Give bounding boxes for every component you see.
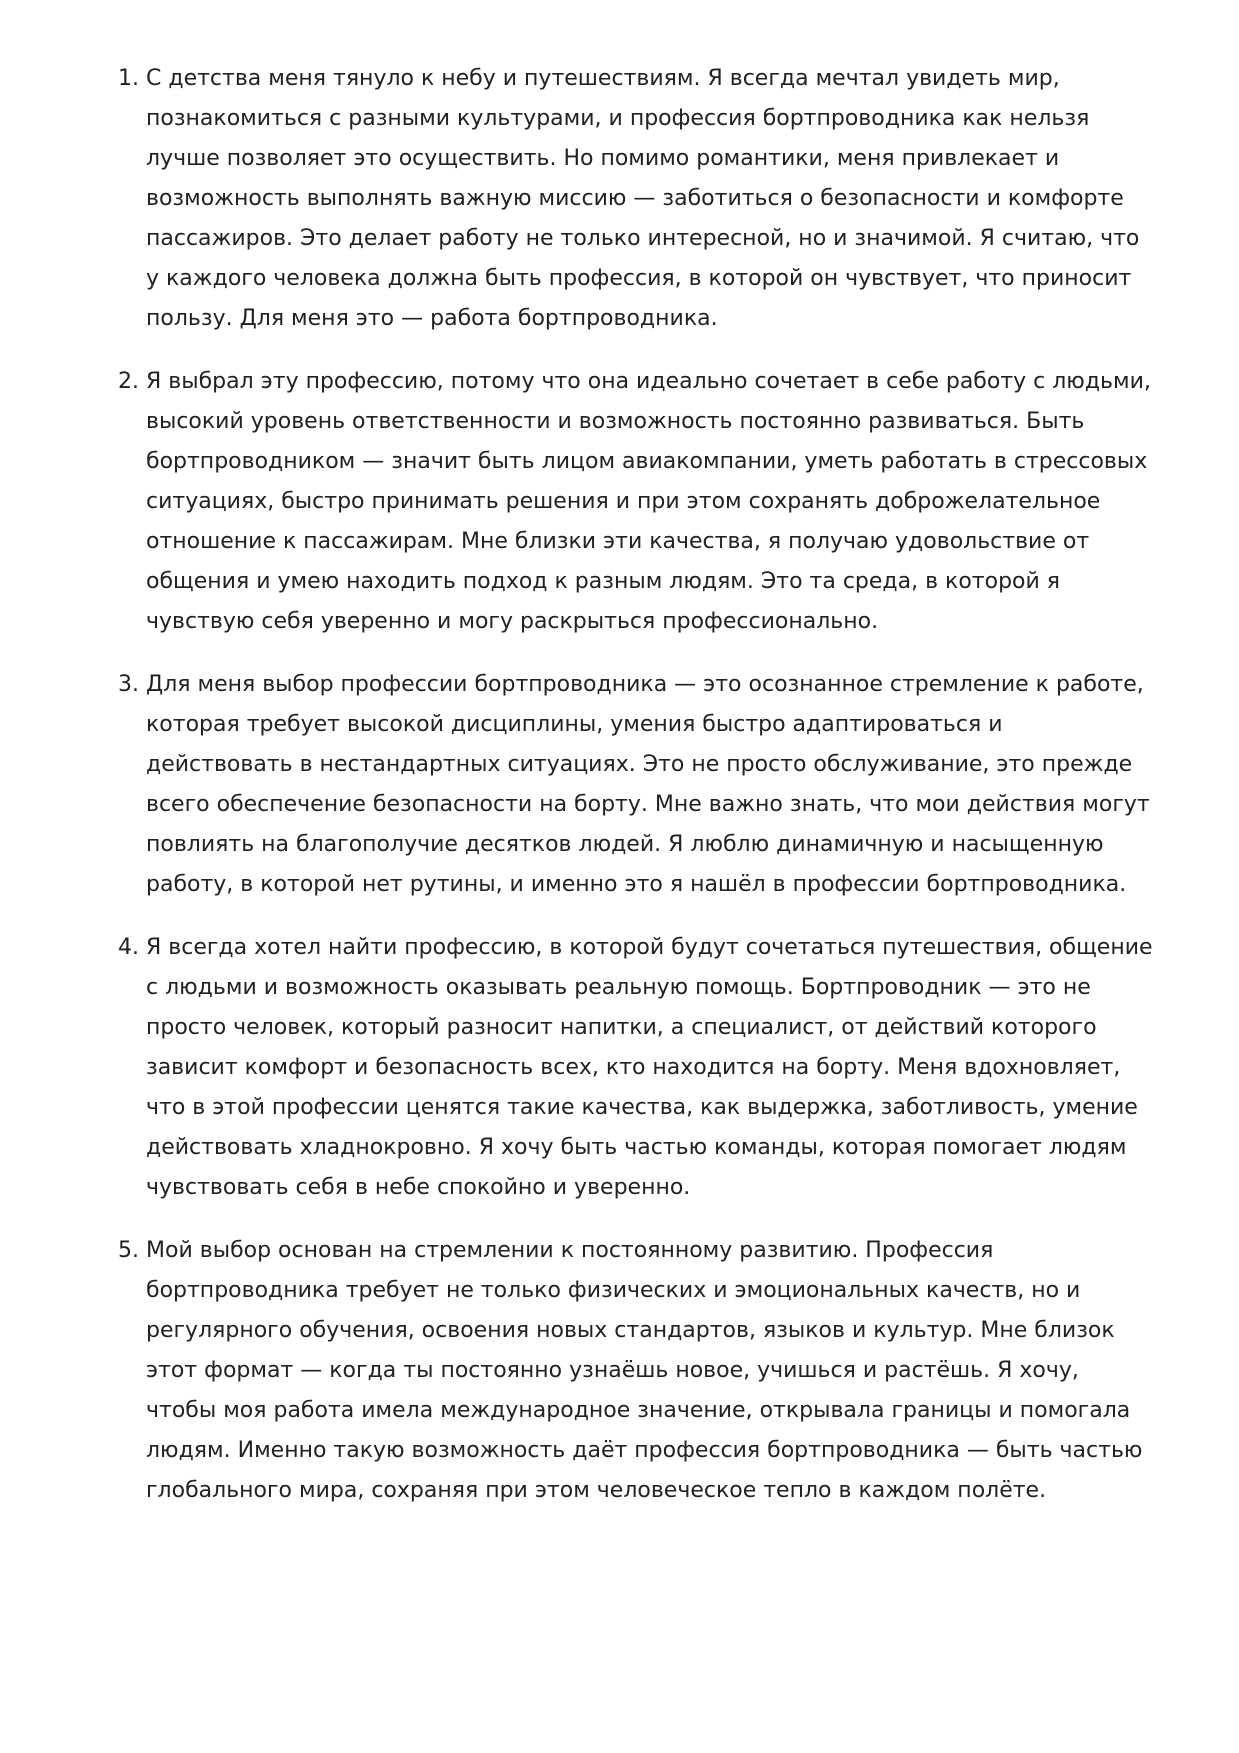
list-item-number: 2. [118,369,139,394]
list-item-text: Я всегда хотел найти профессию, в которой будут сочетаться путешествия, общение с людьми и возможность оказывать реальную помощь. Бортпроводник — это не просто человек, который разносит напитки, а специалист, от действий которого зависит комфорт и безопасность всех, кто находится на борту. Меня вдохновляет, что в этой профессии ценятся такие качества, как выдержка, заботливость, умение действовать хладнокровно. Я хочу быть частью команды, которая помогает людям чувствовать себя в небе спокойно и уверенно. [146,935,1153,1200]
list-item-number: 3. [118,672,139,697]
list-item-number: 1. [118,66,139,91]
numbered-list [118,59,1156,1534]
list-item-number: 5. [118,1238,139,1263]
list-item-text: С детства меня тянуло к небу и путешествиям. Я всегда мечтал увидеть мир, познакомиться с разными культурами, и профессия бортпроводника как нельзя лучше позволяет это осуществить. Но помимо романтики, меня привлекает и возможность выполнять важную миссию — заботиться о безопасности и комфорте пассажиров. Это делает работу не только интересной, но и значимой. Я считаю, что у каждого человека должна быть профессия, в которой он чувствует, что приносит пользу. Для меня это — работа бортпроводника. [146,66,1140,331]
list-item [118,1231,1156,1511]
list-item [118,928,1156,1208]
list-item [118,362,1156,642]
list-item [118,665,1156,905]
list-item-text: Я выбрал эту профессию, потому что она идеально сочетает в себе работу с людьми, высокий уровень ответственности и возможность постоянно развиваться. Быть бортпроводником — значит быть лицом авиакомпании, уметь работать в стрессовых ситуациях, быстро принимать решения и при этом сохранять доброжелательное отношение к пассажирам. Мне близки эти качества, я получаю удовольствие от общения и умею находить подход к разным людям. Это та среда, в которой я чувствую себя уверенно и могу раскрыться профессионально. [146,369,1151,634]
list-item-text: Для меня выбор профессии бортпроводника — это осознанное стремление к работе, которая требует высокой дисциплины, умения быстро адаптироваться и действовать в нестандартных ситуациях. Это не просто обслуживание, это прежде всего обеспечение безопасности на борту. Мне важно знать, что мои действия могут повлиять на благополучие десятков людей. Я люблю динамичную и насыщенную работу, в которой нет рутины, и именно это я нашёл в профессии бортпроводника. [146,672,1150,897]
list-item [118,59,1156,339]
list-item-text: Мой выбор основан на стремлении к постоянному развитию. Профессия бортпроводника требует не только физических и эмоциональных качеств, но и регулярного обучения, освоения новых стандартов, языков и культур. Мне близок этот формат — когда ты постоянно узнаёшь новое, учишься и растёшь. Я хочу, чтобы моя работа имела международное значение, открывала границы и помогала людям. Именно такую возможность даёт профессия бортпроводника — быть частью глобального мира, сохраняя при этом человеческое тепло в каждом полёте. [146,1238,1143,1503]
list-item-number: 4. [118,935,139,960]
